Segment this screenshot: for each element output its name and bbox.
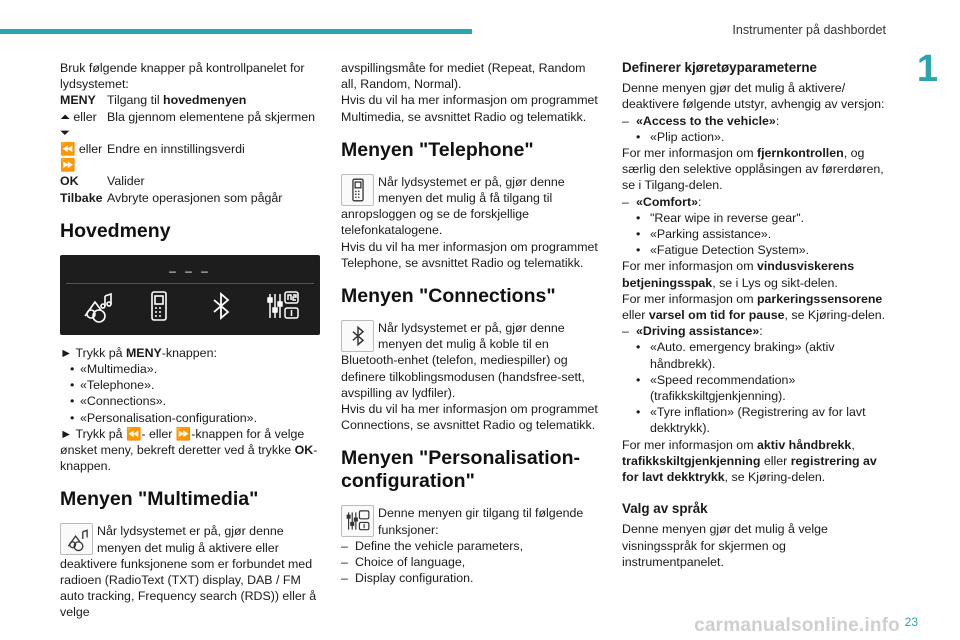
more-info-1: For mer informasjon om fjernkontrollen, og særlig den selektive opplåsingen av førerdøren, se i Tilgang-delen. bbox=[622, 146, 884, 193]
list-item: – «Access to the vehicle»: bbox=[622, 113, 890, 129]
heading-define-vehicle: Definerer kjøretøyparameterne bbox=[622, 60, 817, 75]
list-item: • «Tyre inflation» (Registrering av for lavt dekktrykk). bbox=[622, 404, 890, 436]
key-desc: Tilgang til hovedmenyen bbox=[107, 93, 247, 108]
key-desc: Endre en innstillingsverdi bbox=[107, 142, 245, 157]
telephone-icon bbox=[341, 174, 374, 206]
key-desc: Avbryte operasjonen som pågår bbox=[107, 190, 283, 205]
key-label: OK bbox=[60, 174, 79, 189]
key-desc: Valider bbox=[107, 174, 145, 189]
list-item: • «Plip action». bbox=[622, 129, 890, 145]
list-item: – «Driving assistance»: bbox=[622, 323, 890, 339]
multimedia-section bbox=[60, 523, 322, 620]
header-accent-bar bbox=[0, 29, 472, 34]
main-menu-list bbox=[60, 361, 322, 426]
multimedia-icon bbox=[60, 523, 93, 555]
multimedia-cont: avspillingsmåte for mediet (Repeat, Random all, Random, Normal). bbox=[341, 61, 586, 92]
comfort-list bbox=[622, 194, 890, 259]
key-table bbox=[60, 92, 322, 205]
key-desc: Bla gjennom elementene på skjermen bbox=[107, 109, 316, 124]
watermark: carmanualsonline.info bbox=[694, 614, 900, 636]
intro-text: Bruk følgende knapper på kontrollpanelet for lydsystemet: bbox=[60, 61, 305, 92]
chapter-number: 1 bbox=[916, 48, 938, 90]
page-header-title: Instrumenter på dashbordet bbox=[732, 23, 886, 37]
key-label: ⏷ bbox=[60, 125, 70, 140]
personalisation-section bbox=[341, 505, 603, 537]
personalisation-text: Denne menyen gir tilgang til følgende funksjoner: bbox=[378, 506, 584, 537]
main-menu-screen bbox=[60, 255, 320, 335]
telephone-section bbox=[341, 174, 603, 239]
define-text: Denne menyen gjør det mulig å aktivere/ deaktivere følgende utstyr, avhengig av versjon: bbox=[622, 81, 885, 112]
list-item: – «Comfort»: bbox=[622, 194, 890, 210]
multimedia-text: Når lydsystemet er på, gjør denne menyen det mulig å aktivere eller deaktivere funksjonene som er forbundet med radioen (RadioText (TXT) display, DAB / FM auto tracking, Frequency search (RDS)) eller å velge bbox=[60, 524, 317, 620]
define-list bbox=[622, 113, 890, 145]
column-1 bbox=[60, 60, 322, 621]
list-item: • «Fatigue Detection System». bbox=[622, 242, 890, 258]
list-item: • "Rear wipe in reverse gear". bbox=[622, 210, 890, 226]
key-label: ⏩ bbox=[60, 158, 76, 173]
telephone-icon bbox=[133, 286, 185, 326]
list-item: • «Telephone». bbox=[60, 377, 322, 393]
more-info-4: For mer informasjon om aktiv håndbrekk, trafikkskiltgjenkjenning eller registrering av for lavt dekktrykk, se Kjøring-delen. bbox=[622, 437, 877, 485]
key-desc bbox=[107, 157, 322, 173]
driving-list bbox=[622, 323, 890, 436]
heading-main-menu: Hovedmeny bbox=[60, 219, 171, 242]
list-item: – Display configuration. bbox=[341, 570, 603, 586]
more-info-2: For mer informasjon om vindusviskerens betjeningsspak, se i Lys og sikt-delen. bbox=[622, 259, 855, 290]
multimedia-icon bbox=[71, 286, 123, 326]
key-label: ⏪ eller bbox=[60, 142, 103, 157]
telephone-text: Når lydsystemet er på, gjør denne menyen det mulig å få tilgang til anropsloggen og se de forskjellige telefonkatalogene. bbox=[341, 174, 565, 238]
list-item: • «Parking assistance». bbox=[622, 226, 890, 242]
more-info-3: For mer informasjon om parkeringssensorene eller varsel om tid for pause, se Kjøring-delen. bbox=[622, 291, 886, 323]
menu-screen-icons bbox=[66, 283, 314, 329]
column-2 bbox=[341, 60, 603, 586]
personalisation-list bbox=[341, 538, 603, 587]
list-item: • «Connections». bbox=[60, 393, 322, 409]
heading-connections: Menyen "Connections" bbox=[341, 285, 556, 308]
connections-more: Hvis du vil ha mer informasjon om programmet Connections, se avsnittet Radio og telematikk. bbox=[341, 402, 598, 433]
heading-personalisation: Menyen "Personalisation-configuration" bbox=[341, 447, 580, 493]
bluetooth-icon bbox=[195, 286, 247, 326]
list-item: • «Auto. emergency braking» (aktiv håndbrekk). bbox=[622, 339, 890, 371]
list-item: • «Personalisation-configuration». bbox=[60, 410, 322, 426]
key-label: ⏶ eller bbox=[60, 109, 97, 124]
heading-multimedia: Menyen "Multimedia" bbox=[60, 488, 259, 511]
language-text: Denne menyen gjør det mulig å velge visningsspråk for skjermen og instrumentpanelet. bbox=[622, 522, 828, 569]
column-3 bbox=[622, 60, 890, 570]
heading-telephone: Menyen "Telephone" bbox=[341, 138, 534, 161]
multimedia-more: Hvis du vil ha mer informasjon om programmet Multimedia, se avsnittet Radio og telematikk. bbox=[341, 93, 598, 124]
step-1: ► Trykk på MENY-knappen: bbox=[60, 345, 217, 360]
settings-sliders-icon bbox=[257, 286, 309, 326]
telephone-more: Hvis du vil ha mer informasjon om programmet Telephone, se avsnittet Radio og telematikk. bbox=[341, 239, 598, 270]
menu-screen-dashes: – – – bbox=[169, 263, 211, 278]
key-label: MENY bbox=[60, 93, 96, 108]
key-label: Tilbake bbox=[60, 190, 103, 205]
connections-text: Når lydsystemet er på, gjør denne menyen det mulig å koble til en Bluetooth-enhet (telefon, mediespiller) og definere tilkoblingsmodusen (handsfree-sett, avspilling av lydfiler). bbox=[341, 321, 585, 400]
connections-section bbox=[341, 320, 603, 401]
key-desc bbox=[107, 125, 322, 141]
list-item: – Choice of language, bbox=[341, 554, 603, 570]
settings-sliders-icon bbox=[341, 505, 374, 537]
list-item: – Define the vehicle parameters, bbox=[341, 538, 603, 554]
bluetooth-icon bbox=[341, 320, 374, 352]
page-number: 23 bbox=[904, 614, 918, 629]
list-item: • «Multimedia». bbox=[60, 361, 322, 377]
heading-language: Valg av språk bbox=[622, 501, 708, 517]
list-item: • «Speed recommendation» (trafikkskiltgjenkjenning). bbox=[622, 372, 890, 404]
step-2: ► Trykk på ⏪- eller ⏩-knappen for å velge ønsket meny, bekreft deretter ved å trykke OK-knappen. bbox=[60, 426, 318, 474]
